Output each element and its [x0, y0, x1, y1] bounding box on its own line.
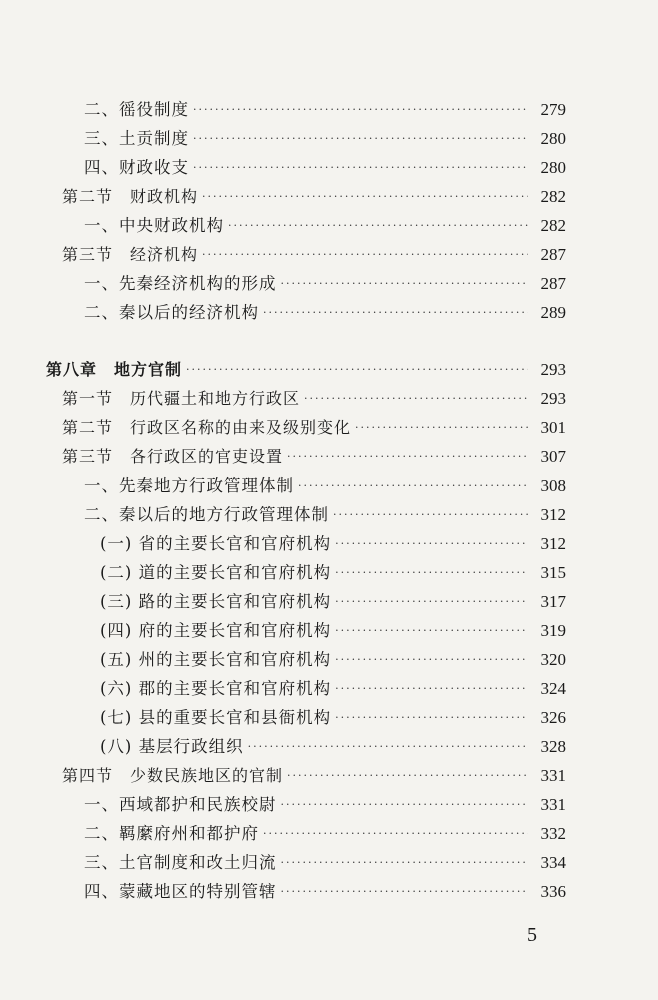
toc-title: 二、秦以后的经济机构 — [84, 303, 259, 322]
toc-title: 一、先秦经济机构的形成 — [84, 274, 277, 293]
leader-dots — [248, 734, 528, 760]
leader-dots — [202, 184, 528, 210]
toc-page-number: 308 — [540, 476, 566, 495]
toc-page-number: 320 — [540, 650, 566, 669]
toc-title: 第八章 地方官制 — [46, 360, 183, 379]
toc-entry — [100, 618, 566, 644]
leader-dots — [287, 444, 528, 470]
leader-dots — [335, 647, 528, 673]
leader-dots — [202, 242, 528, 268]
toc-title: 第二节 行政区名称的由来及级别变化 — [62, 418, 352, 437]
toc-page-number: 282 — [540, 216, 566, 235]
leader-dots — [335, 618, 528, 644]
leader-dots — [335, 531, 528, 557]
toc-section — [62, 444, 566, 470]
leader-dots — [193, 126, 528, 152]
toc-title: 四、财政收支 — [84, 158, 189, 177]
leader-dots — [193, 155, 528, 181]
toc-title: (八) 基层行政组织 — [100, 737, 244, 756]
leader-dots — [228, 213, 528, 239]
toc-title: 二、徭役制度 — [84, 100, 189, 119]
toc-title: (七) 县的重要长官和县衙机构 — [100, 708, 332, 727]
toc-title: 一、先秦地方行政管理体制 — [84, 476, 294, 495]
toc-title: 第四节 少数民族地区的官制 — [62, 766, 284, 785]
toc-title: (四) 府的主要长官和官府机构 — [100, 621, 332, 640]
leader-dots — [335, 676, 528, 702]
toc-page-number: 301 — [540, 418, 566, 437]
toc-title: 第三节 各行政区的官吏设置 — [62, 447, 284, 466]
toc-title: 二、秦以后的地方行政管理体制 — [84, 505, 329, 524]
toc-entry — [84, 792, 566, 818]
leader-dots — [287, 763, 528, 789]
toc-entry — [84, 473, 566, 499]
leader-dots — [304, 386, 528, 412]
leader-dots — [355, 415, 528, 441]
toc-page-number: 280 — [540, 129, 566, 148]
toc-entry — [84, 213, 566, 239]
leader-dots — [281, 879, 529, 905]
toc-entry — [100, 676, 566, 702]
toc-title: 一、中央财政机构 — [84, 216, 224, 235]
toc-title: 一、西域都护和民族校尉 — [84, 795, 277, 814]
toc-page-number: 307 — [540, 447, 566, 466]
toc-page-number: 293 — [540, 389, 566, 408]
toc-entry — [100, 589, 566, 615]
toc-page-number: 280 — [540, 158, 566, 177]
leader-dots — [335, 589, 528, 615]
leader-dots — [263, 300, 528, 326]
toc-entry — [84, 126, 566, 152]
toc-page-number: 312 — [540, 534, 566, 553]
toc-section — [62, 415, 566, 441]
toc-page-number: 326 — [540, 708, 566, 727]
toc-entry — [84, 155, 566, 181]
page-number: 5 — [527, 924, 537, 946]
leader-dots — [333, 502, 528, 528]
toc-page-number: 328 — [540, 737, 566, 756]
toc-title: (三) 路的主要长官和官府机构 — [100, 592, 332, 611]
toc-page-number: 315 — [540, 563, 566, 582]
toc-page-number: 336 — [540, 882, 566, 901]
toc-entry — [84, 300, 566, 326]
toc-entry — [100, 560, 566, 586]
toc-page-number: 293 — [540, 360, 566, 379]
toc-entry — [84, 97, 566, 123]
toc-title: 三、土贡制度 — [84, 129, 189, 148]
toc-entry — [100, 705, 566, 731]
toc-title: (五) 州的主要长官和官府机构 — [100, 650, 332, 669]
toc-page-number: 289 — [540, 303, 566, 322]
toc-section — [62, 242, 566, 268]
toc-title: (二) 道的主要长官和官府机构 — [100, 563, 332, 582]
toc-title: 二、羁縻府州和都护府 — [84, 824, 259, 843]
toc-entry — [84, 879, 566, 905]
toc-title: (六) 郡的主要长官和官府机构 — [100, 679, 332, 698]
leader-dots — [335, 560, 528, 586]
toc-page-number: 317 — [540, 592, 566, 611]
toc-page-number: 279 — [540, 100, 566, 119]
leader-dots — [281, 850, 529, 876]
leader-dots — [281, 792, 529, 818]
toc-entry — [84, 850, 566, 876]
toc-entry — [84, 271, 566, 297]
toc-page-number: 331 — [540, 795, 566, 814]
toc-entry — [84, 821, 566, 847]
toc-page-number: 319 — [540, 621, 566, 640]
toc-title: 四、蒙藏地区的特别管辖 — [84, 882, 277, 901]
toc-entry — [100, 531, 566, 557]
leader-dots — [298, 473, 528, 499]
toc-title: 第二节 财政机构 — [62, 187, 199, 206]
toc-entry — [100, 647, 566, 673]
leader-dots — [281, 271, 529, 297]
toc-title: 三、土官制度和改土归流 — [84, 853, 277, 872]
toc-page-number: 312 — [540, 505, 566, 524]
toc-section — [62, 184, 566, 210]
leader-dots — [263, 821, 528, 847]
toc-title: 第三节 经济机构 — [62, 245, 199, 264]
toc-section — [62, 386, 566, 412]
toc-page-number: 332 — [540, 824, 566, 843]
toc-entry — [100, 734, 566, 760]
leader-dots — [193, 97, 528, 123]
leader-dots — [335, 705, 528, 731]
toc-title: (一) 省的主要长官和官府机构 — [100, 534, 332, 553]
toc-page-number: 324 — [540, 679, 566, 698]
toc-page-number: 334 — [540, 853, 566, 872]
toc-section — [62, 763, 566, 789]
leader-dots — [186, 357, 528, 383]
toc-page-number: 287 — [540, 245, 566, 264]
toc-page-number: 287 — [540, 274, 566, 293]
toc-entry — [84, 502, 566, 528]
toc-page-number: 331 — [540, 766, 566, 785]
toc-page-number: 282 — [540, 187, 566, 206]
toc-title: 第一节 历代疆土和地方行政区 — [62, 389, 301, 408]
toc-chapter — [46, 357, 566, 383]
